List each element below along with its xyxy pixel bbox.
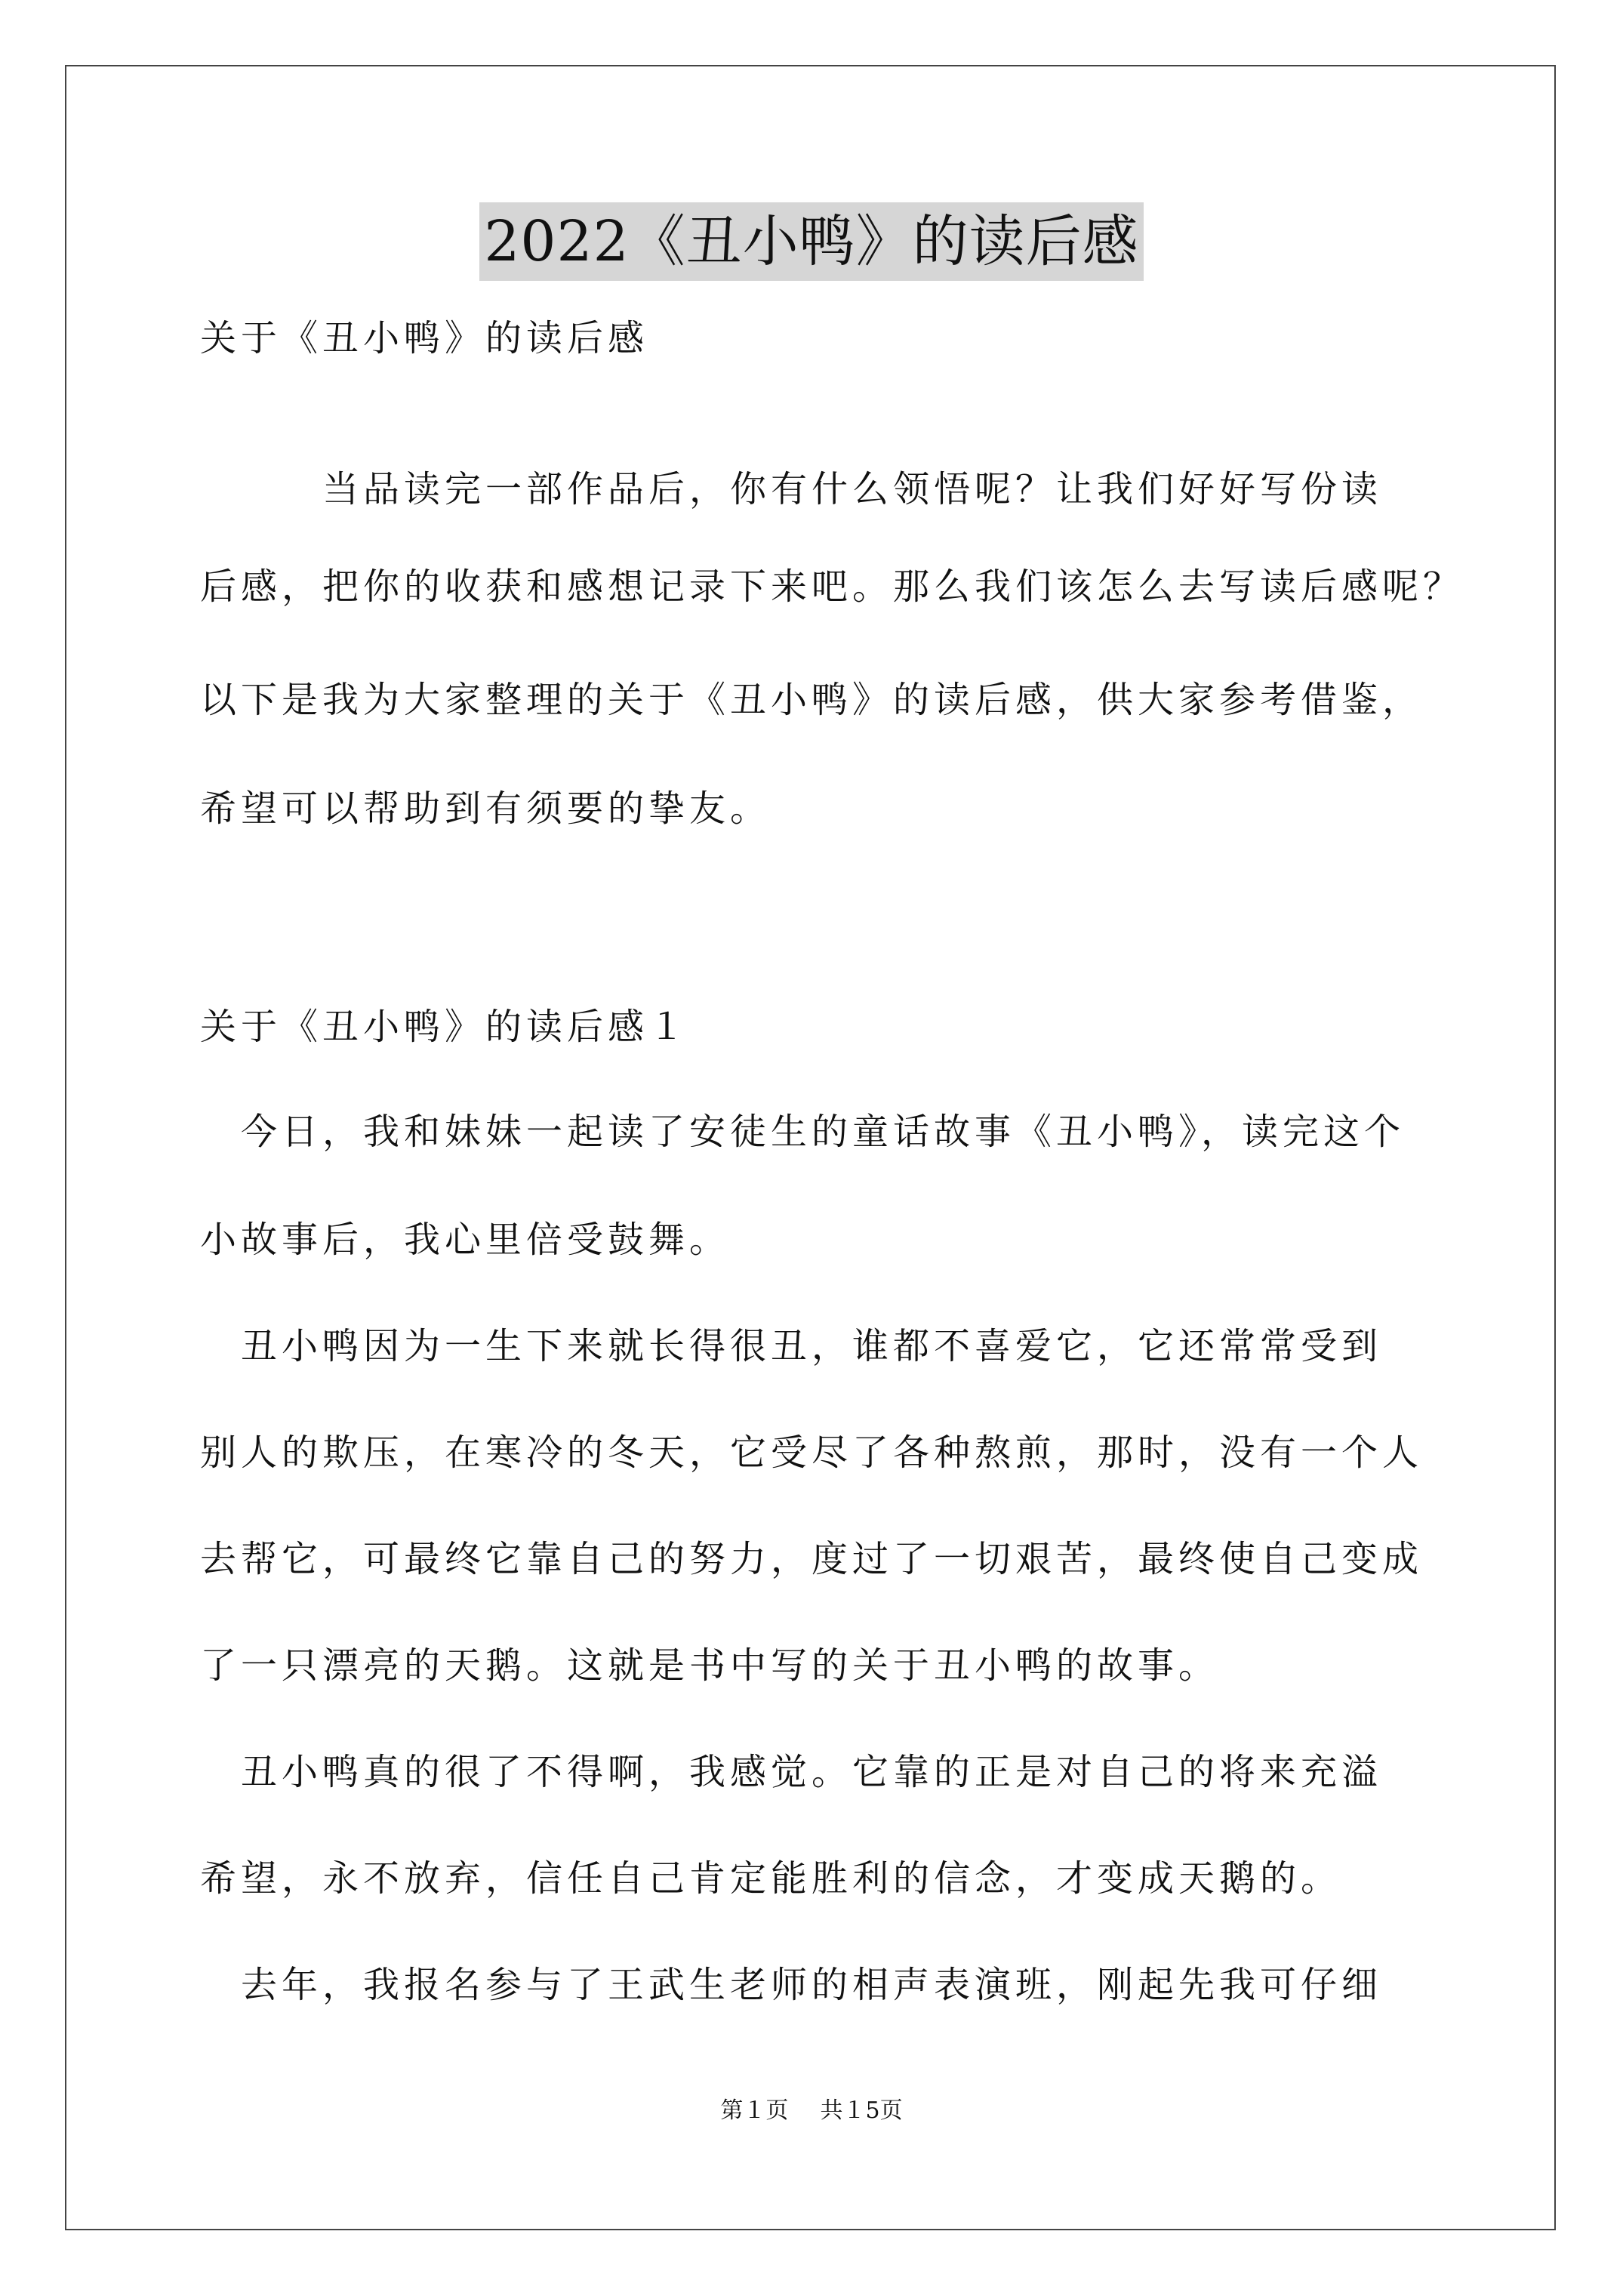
page-total: 共１5页 <box>820 2097 903 2124</box>
paragraph-line: 后感，把你的收获和感想记录下来吧。那么我们该怎么去写读后感呢？ <box>200 566 1464 608</box>
paragraph-line: 希望可以帮助到有须要的挚友。 <box>200 787 771 830</box>
paragraph-line: 丑小鸭真的很了不得啊，我感觉。它靠的正是对自己的将来充溢 <box>200 1751 1383 1793</box>
paragraph-line: 别人的欺压，在寒冷的冬天，它受尽了各种熬煎，那时，没有一个人 <box>200 1432 1424 1474</box>
paragraph-line: 了一只漂亮的天鹅。这就是书中写的关于丑小鸭的故事。 <box>200 1644 1220 1687</box>
title-container <box>0 202 1623 281</box>
paragraph-line: 小故事后，我心里倍受鼓舞。 <box>200 1219 731 1261</box>
paragraph-line: 以下是我为大家整理的关于《丑小鸭》的读后感，供大家参考借鉴， <box>200 679 1424 721</box>
paragraph-line: 希望，永不放弃，信任自己肯定能胜利的信念，才变成天鹅的。 <box>200 1857 1342 1900</box>
paragraph-line: 丑小鸭因为一生下来就长得很丑，谁都不喜爱它，它还常常受到 <box>200 1325 1383 1367</box>
paragraph-line: 去年，我报名参与了王武生老师的相声表演班，刚起先我可仔细 <box>200 1964 1383 2006</box>
paragraph-line: 今日，我和妹妹一起读了安徒生的童话故事《丑小鸭》，读完这个 <box>200 1111 1406 1153</box>
section-heading: 关于《丑小鸭》的读后感 <box>200 317 649 359</box>
paragraph-line: 当品读完一部作品后，你有什么领悟呢？让我们好好写份读 <box>200 468 1383 510</box>
page-footer <box>0 2096 1623 2126</box>
document-title: 2022《丑小鸭》的读后感 <box>479 202 1143 281</box>
section-heading: 关于《丑小鸭》的读后感１ <box>200 1006 690 1048</box>
page-number: 第１页 <box>720 2097 789 2124</box>
paragraph-line: 去帮它，可最终它靠自己的努力，度过了一切艰苦，最终使自己变成 <box>200 1538 1424 1580</box>
